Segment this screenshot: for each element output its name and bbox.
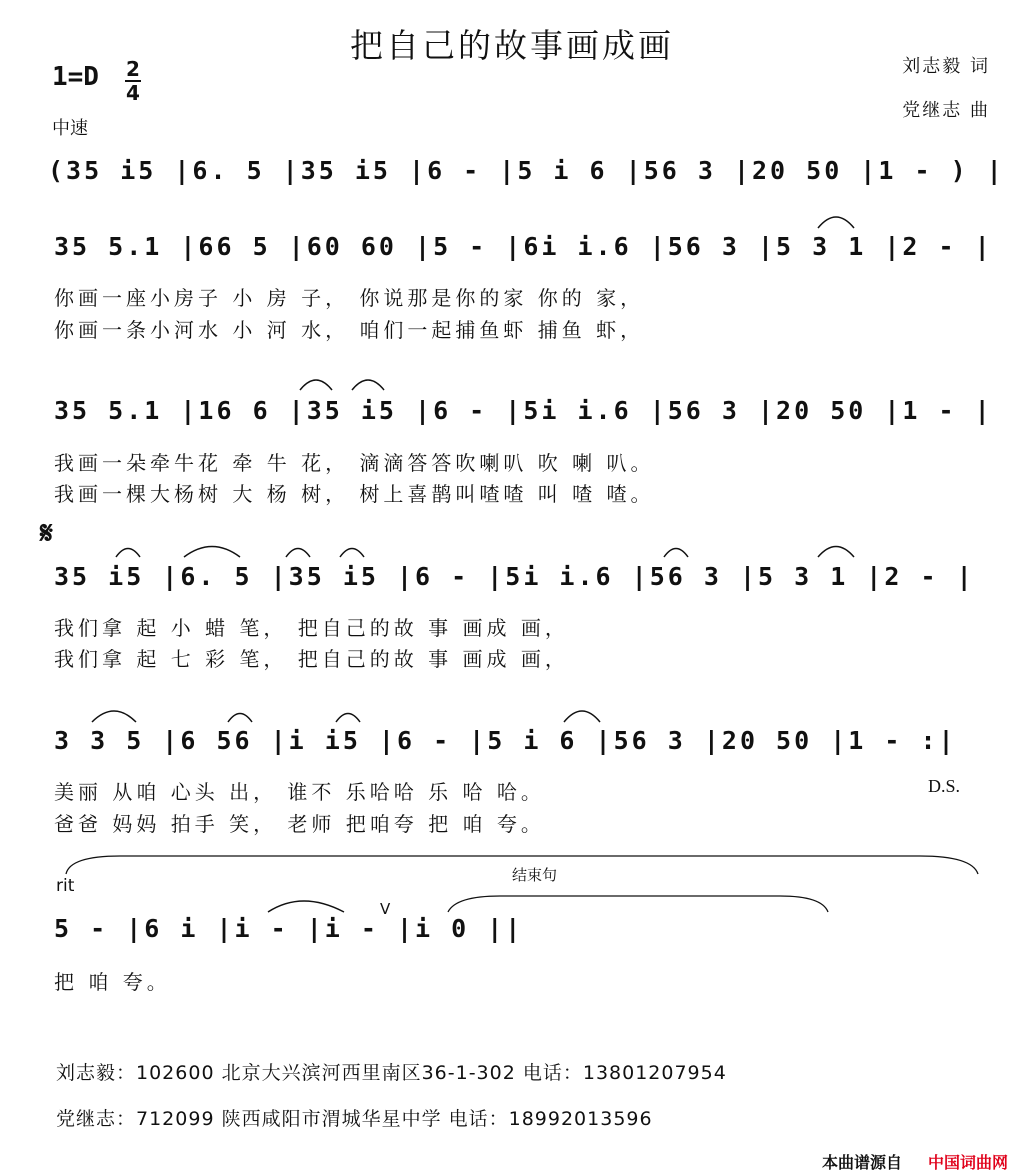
line2-lyric-verse2: 我画一棵大杨树 大 杨 树， 树上喜鹊叫喳喳 叫 喳 喳。 — [54, 482, 655, 506]
slur-line4-a — [92, 711, 136, 722]
time-signature — [124, 58, 142, 104]
slur-line3-b — [184, 547, 240, 558]
slur-line2-a — [300, 380, 332, 390]
ds-mark: D.S. — [928, 776, 961, 796]
key-signature: 1=D — [52, 62, 99, 92]
line3-notes: 35 i5 |6. 5 |35 i5 |6 - |5i i.6 |56 3 |5 3 1 |2 - | — [54, 562, 975, 591]
footer-site-link[interactable]: 中国词曲网 — [928, 1153, 1009, 1172]
line2-notes: 35 5.1 |16 6 |35 i5 |6 - |5i i.6 |56 3 |20 50 |1 - | — [54, 396, 993, 425]
ending-notes: 5 - |6 i |i - |i - |i 0 || — [54, 914, 524, 943]
lyricist-credit: 刘志毅 词 — [902, 56, 990, 77]
ending-slur-a — [268, 901, 344, 912]
line4-notes: 3 3 5 |6 56 |i i5 |6 - |5 i 6 |56 3 |20 50 |1 - :| — [54, 726, 957, 755]
breath-mark: V — [380, 900, 391, 918]
song-title: 把自己的故事画成画 — [350, 26, 674, 65]
line1-lyric-verse2: 你画一条小河水 小 河 水， 咱们一起捕鱼虾 捕鱼 虾， — [54, 318, 645, 342]
segno-sign: 𝄋 — [40, 516, 53, 551]
composer-credit: 党继志 曲 — [902, 100, 990, 121]
line4-lyric-verse2: 爸爸 妈妈 拍手 笑， 老师 把咱夸 把 咱 夸。 — [54, 812, 545, 836]
slur-line3-e — [664, 549, 688, 558]
line2-lyric-verse1: 我画一朵牵牛花 牵 牛 花， 滴滴答答吹喇叭 吹 喇 叭。 — [54, 451, 655, 475]
time-sig-top: 2 — [126, 57, 140, 81]
rit-mark: rit — [56, 876, 75, 896]
slur-line3-c — [286, 549, 310, 558]
slur-line3-a — [116, 549, 140, 558]
tempo-marking: 中速 — [52, 118, 88, 139]
lyricist-contact: 刘志毅：102600 北京大兴滨河西里南区36-1-302 电话：13801207954 — [56, 1062, 727, 1084]
time-sig-bottom: 4 — [126, 81, 140, 105]
line3-lyric-verse2: 我们拿 起 七 彩 笔， 把自己的故 事 画成 画， — [54, 647, 569, 671]
line3-lyric-verse1: 我们拿 起 小 蜡 笔， 把自己的故 事 画成 画， — [54, 616, 569, 640]
intro-notes: (35 i5 |6. 5 |35 i5 |6 - |5 i 6 |56 3 |20 50 |1 - ) | — [48, 156, 1005, 185]
slur-line3-f — [818, 547, 854, 558]
line1-notes: 35 5.1 |66 5 |60 60 |5 - |6i i.6 |56 3 |5 3 1 |2 - | — [54, 232, 993, 261]
ending-slur-b — [448, 896, 828, 912]
slur-line1 — [818, 217, 854, 228]
composer-contact: 党继志：712099 陕西咸阳市渭城华星中学 电话：18992013596 — [56, 1108, 653, 1130]
ending-lyric: 把 咱 夸。 — [54, 970, 171, 994]
footer-source-text: 本曲谱源自 — [822, 1153, 903, 1172]
line1-lyric-verse1: 你画一座小房子 小 房 子， 你说那是你的家 你的 家， — [54, 286, 645, 310]
slur-line2-b — [352, 380, 384, 390]
ending-label: 结束句 — [512, 866, 558, 884]
slur-line4-b — [228, 714, 252, 723]
line4-lyric-verse1: 美丽 从咱 心头 出， 谁不 乐哈哈 乐 哈 哈。 — [54, 780, 545, 804]
slur-line4-c — [336, 714, 360, 723]
slur-line3-d — [340, 549, 364, 558]
slur-line4-d — [564, 711, 600, 722]
